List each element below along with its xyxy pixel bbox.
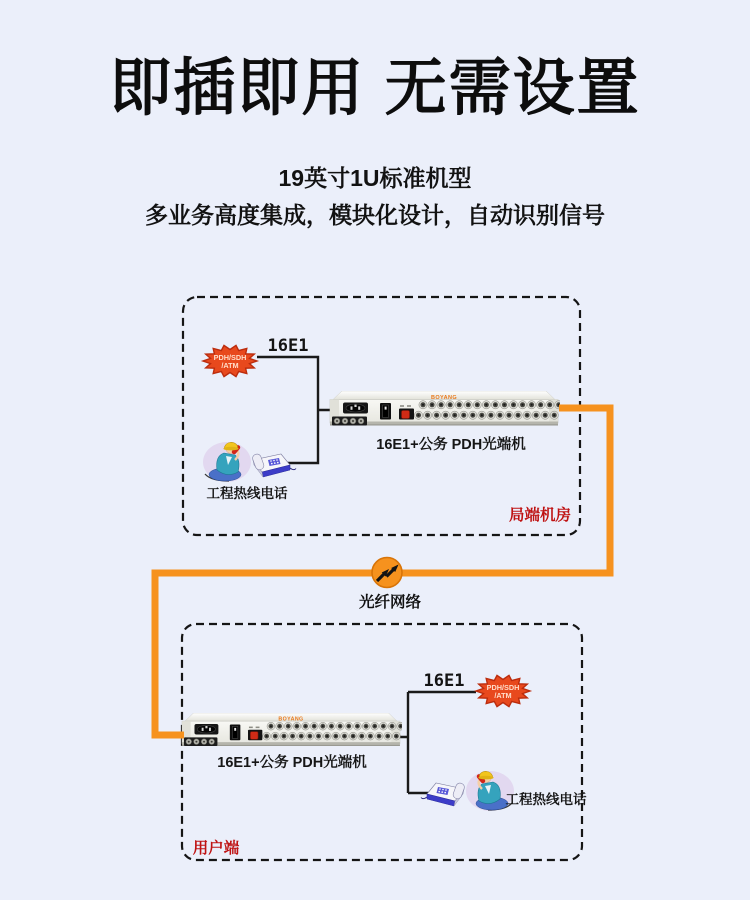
e1-label-central: 16E1 <box>267 336 309 356</box>
central-office-connectors <box>257 357 330 463</box>
hotline-clipart-user <box>421 771 514 811</box>
zone-label-user: 用户端 <box>192 840 240 857</box>
device-label-user: 16E1+公务 PDH光端机 <box>217 755 367 771</box>
page-title: 即插即用 无需设置 <box>109 54 641 123</box>
device-label-central: 16E1+公务 PDH光端机 <box>376 437 526 453</box>
hotline-label-user: 工程热线电话 <box>505 792 587 807</box>
subtitle-model: 19英寸1U标准机型 <box>278 165 472 191</box>
signal-badge-central-line1: PDH/SDH <box>213 353 247 362</box>
e1-label-user: 16E1 <box>423 671 465 691</box>
zone-label-central: 局端机房 <box>508 507 572 524</box>
user-side-connectors <box>397 692 476 793</box>
signal-badge-user-line2: /ATM <box>494 691 512 700</box>
hotline-label-central: 工程热线电话 <box>206 486 288 501</box>
device-logo-central: BOYANG <box>430 395 458 401</box>
signal-badge-central-line2: /ATM <box>221 361 239 370</box>
fiber-link-label: 光纤网络 <box>358 594 422 611</box>
hotline-clipart-central <box>203 442 296 482</box>
signal-badge-user-line1: PDH/SDH <box>486 683 520 692</box>
device-logo-user: BOYANG <box>278 716 304 723</box>
subtitle-features: 多业务高度集成，模块化设计，自动识别信号 <box>145 202 605 228</box>
